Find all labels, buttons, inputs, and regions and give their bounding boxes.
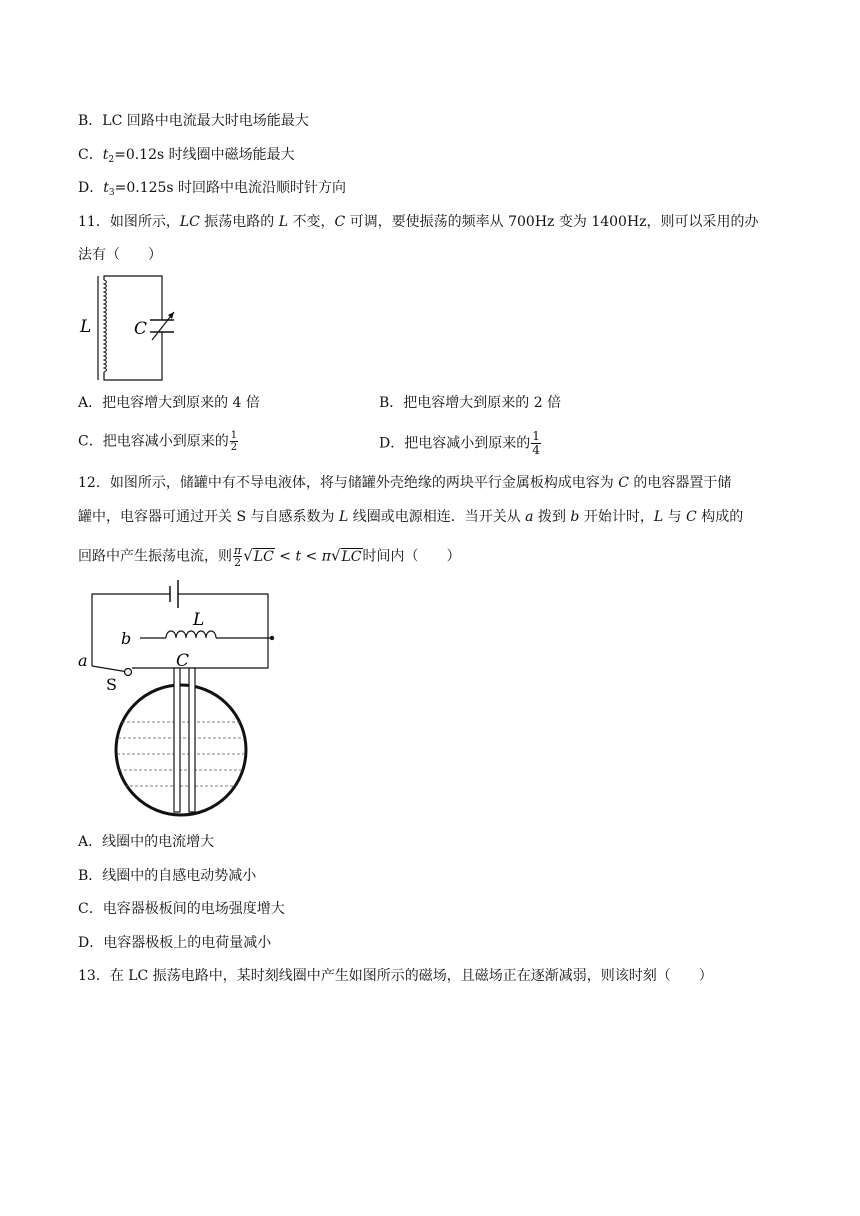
sqrt-sign-icon: √	[330, 546, 341, 565]
q12-text: 12．如图所示，储罐中有不导电液体，将与储罐外壳绝缘的两块平行金属板构成电容为	[78, 475, 619, 491]
q10-option-d-text: =0.125s 时回路中电流沿顺时针方向	[114, 180, 347, 196]
q12-stem-line3	[78, 545, 461, 568]
sqrt-lc: LC	[341, 548, 362, 565]
q12-var-a: a	[525, 509, 534, 525]
q12-var-l: L	[338, 509, 349, 525]
q11-option-b: B．把电容增大到原来的 2 倍	[379, 395, 562, 411]
q12-text: 开始计时，	[579, 509, 654, 525]
q11-stem-line1	[78, 212, 759, 232]
inductor-coil-icon	[104, 280, 107, 372]
q11-text: 可调，要使振荡的频率从 700Hz 变为 1400Hz，则可以采用的办	[345, 214, 759, 230]
switch-pivot	[125, 669, 132, 676]
q10-option-d-prefix: D．	[78, 180, 104, 196]
q11-option-d	[379, 430, 542, 457]
q11-text: 11．如图所示，	[78, 214, 180, 230]
fraction-numerator: 1	[532, 429, 540, 443]
lc-circuit-figure	[78, 272, 188, 387]
q11-option-d-text: D．把电容减小到原来的	[379, 435, 531, 452]
figure-label-c: C	[134, 319, 148, 339]
q12-text: 构成的	[696, 509, 744, 525]
q10-option-d-sub: 3	[108, 188, 115, 198]
figure-label-s: S	[106, 675, 117, 694]
q12-text: 拨到	[533, 509, 571, 525]
storage-tank-circuit-figure	[72, 578, 282, 818]
q12-option-c: C．电容器极板间的电场强度增大	[78, 901, 285, 917]
figure-label-l: L	[80, 317, 92, 337]
q12-var-c: C	[618, 475, 629, 491]
q12-text: 时间内（ ）	[362, 548, 461, 565]
q11-stem-line2: 法有（ ）	[78, 247, 162, 263]
q13-stem-line1: 13．在 LC 振荡电路中，某时刻线圈中产生如图所示的磁场，且磁场正在逐渐减弱，则该时刻（ ）	[78, 968, 713, 984]
q12-text: 与	[663, 509, 687, 525]
fraction-denominator: 2	[234, 556, 242, 569]
q11-var-lc: LC	[179, 214, 200, 230]
q12-stem-line1	[78, 473, 731, 493]
var-pi: π	[321, 548, 331, 565]
less-than: <	[274, 548, 296, 565]
sqrt-lc: LC	[253, 548, 274, 565]
q10-option-d-var: t	[103, 180, 109, 196]
fraction-numerator: π	[234, 544, 242, 557]
q11-option-a: A．把电容增大到原来的 4 倍	[78, 395, 260, 411]
junction-dot	[270, 636, 274, 640]
q12-var-l: L	[653, 509, 664, 525]
q12-var-b: b	[570, 509, 580, 525]
fraction-denominator: 2	[230, 442, 238, 453]
q10-option-c-prefix: C．	[78, 147, 103, 163]
q10-option-c-var: t	[102, 147, 109, 163]
q11-text: 不变，	[288, 214, 335, 230]
q10-option-c-sub: 2	[108, 155, 115, 165]
q12-option-b: B．线圈中的自感电动势减小	[78, 868, 257, 884]
q12-text: 罐中，电容器可通过开关 S 与自感系数为	[78, 509, 339, 525]
q12-option-d: D．电容器极板上的电荷量减小	[78, 935, 272, 951]
q12-text: 的电容器置于储	[628, 475, 732, 491]
fraction-pi-over-2	[233, 545, 242, 568]
q12-var-c: C	[686, 509, 697, 525]
figure-label-c: C	[176, 651, 190, 671]
fraction-one-quarter	[531, 430, 541, 457]
fraction-denominator: 4	[532, 443, 540, 457]
q12-text: 线圈或电源相连．当开关从	[348, 509, 526, 525]
circuit-wire-top	[104, 276, 162, 320]
figure-label-b: b	[121, 629, 132, 648]
q11-var-c: C	[334, 214, 346, 230]
capacitor-plate-right	[189, 668, 195, 812]
switch-arm	[92, 666, 128, 672]
q11-option-c-text: C．把电容减小到原来的	[78, 433, 229, 450]
less-than: <	[301, 548, 322, 565]
q10-option-c	[78, 145, 295, 170]
inductor-coil-icon	[166, 631, 216, 638]
storage-tank	[116, 685, 246, 815]
q11-text: 振荡电路的	[199, 214, 279, 230]
fraction-one-half	[230, 430, 238, 453]
q12-stem-line2	[78, 507, 743, 527]
figure-label-a: a	[78, 651, 88, 670]
sqrt-sign-icon: √	[243, 546, 253, 565]
capacitor-plate-left	[174, 668, 180, 812]
var-t: t	[295, 548, 302, 565]
q10-option-b: B．LC 回路中电流最大时电场能最大	[78, 113, 309, 129]
q10-option-c-text: =0.12s 时线圈中磁场能最大	[114, 147, 295, 163]
q11-option-c	[78, 430, 239, 453]
q10-option-d	[78, 178, 346, 203]
q12-option-a: A．线圈中的电流增大	[78, 834, 215, 850]
q11-var-l: L	[278, 214, 289, 230]
figure-label-l: L	[193, 610, 205, 630]
q12-text: 回路中产生振荡电流，则	[78, 548, 232, 565]
fraction-numerator: 1	[230, 430, 238, 441]
